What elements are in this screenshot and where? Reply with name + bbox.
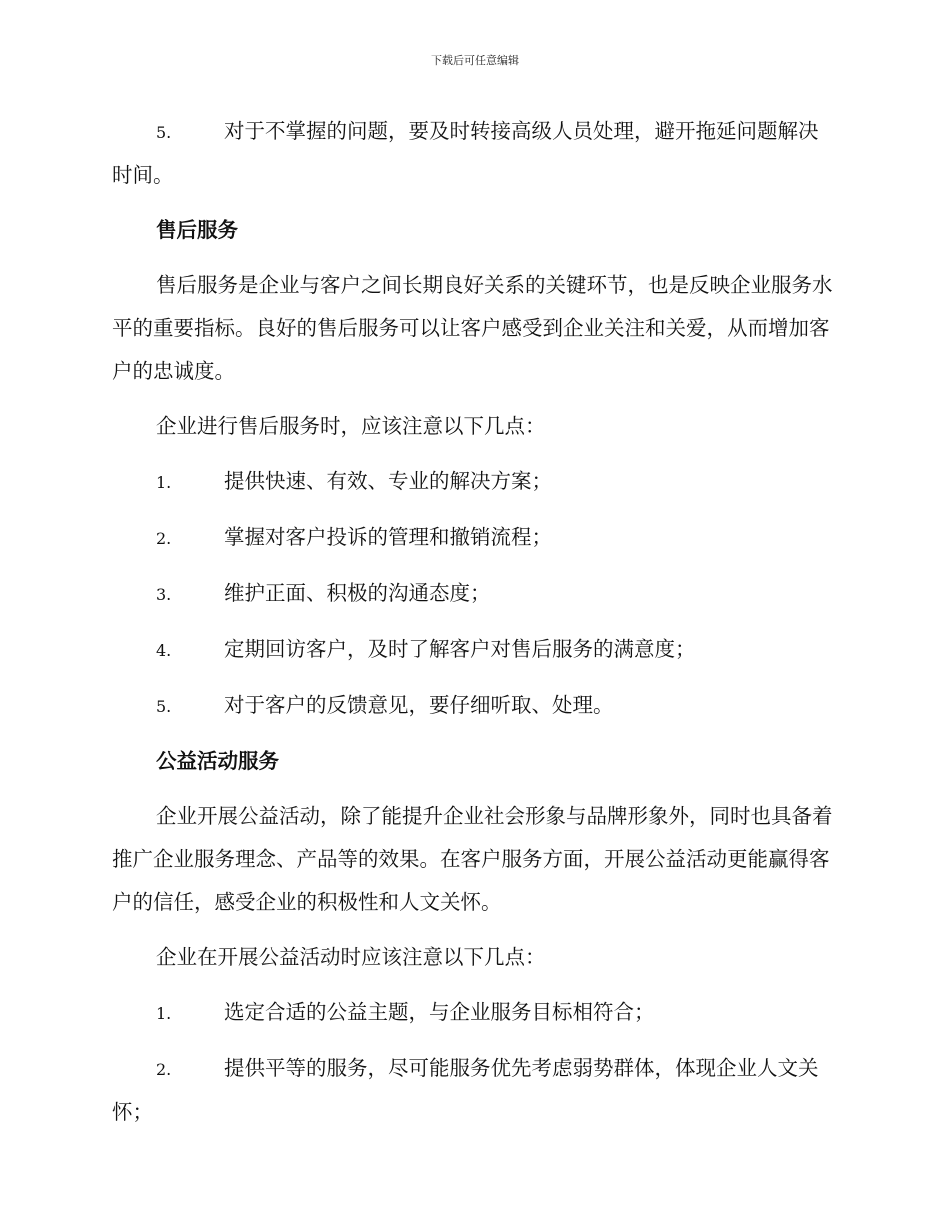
list-text: 掌握对客户投诉的管理和撤销流程； <box>224 525 552 549</box>
list-text: 维护正面、积极的沟通态度； <box>224 581 491 605</box>
list-text: 选定合适的公益主题，与企业服务目标相符合； <box>224 1000 655 1024</box>
list-number: 5. <box>156 123 172 142</box>
list-text: 定期回访客户，及时了解客户对售后服务的满意度； <box>224 637 696 661</box>
paragraph: 售后服务是企业与客户之间长期良好关系的关键环节，也是反映企业服务水平的重要指标。良好的售后服务可以让客户感受到企业关注和关爱，从而增加客户的忠诚度。 <box>112 273 833 383</box>
paragraph: 企业开展公益活动，除了能提升企业社会形象与品牌形象外，同时也具备着推广企业服务理念、产品等的效果。在客户服务方面，开展公益活动更能赢得客户的信任，感受企业的积极性和人文关怀。 <box>112 804 833 914</box>
list-number: 4. <box>156 641 172 660</box>
page-header: 下载后可任意编辑 <box>431 54 519 67</box>
list-item <box>112 684 836 728</box>
list-number: 3. <box>156 585 172 604</box>
section-heading: 售后服务 <box>156 218 238 242</box>
list-number: 5. <box>156 697 172 716</box>
list-text: 提供快速、有效、专业的解决方案； <box>224 469 552 493</box>
list-item <box>112 1047 836 1134</box>
list-number: 2. <box>156 529 172 548</box>
list-item <box>112 572 836 616</box>
list-item <box>112 460 836 504</box>
paragraph: 企业在开展公益活动时应该注意以下几点： <box>156 945 546 969</box>
list-text: 对于客户的反馈意见，要仔细听取、处理。 <box>224 693 614 717</box>
list-item <box>112 516 836 560</box>
list-number: 1. <box>156 1004 172 1023</box>
section-heading: 公益活动服务 <box>156 749 279 773</box>
list-text: 对于不掌握的问题，要及时转接高级人员处理，避开拖延问题解决时间。 <box>112 119 819 187</box>
list-number: 1. <box>156 473 172 492</box>
paragraph: 企业进行售后服务时，应该注意以下几点： <box>156 414 546 438</box>
list-number: 2. <box>156 1060 172 1079</box>
list-item <box>112 991 836 1035</box>
document-body <box>112 110 836 1146</box>
list-item <box>112 628 836 672</box>
list-text: 提供平等的服务，尽可能服务优先考虑弱势群体，体现企业人文关怀； <box>112 1056 819 1124</box>
list-item <box>112 110 836 197</box>
